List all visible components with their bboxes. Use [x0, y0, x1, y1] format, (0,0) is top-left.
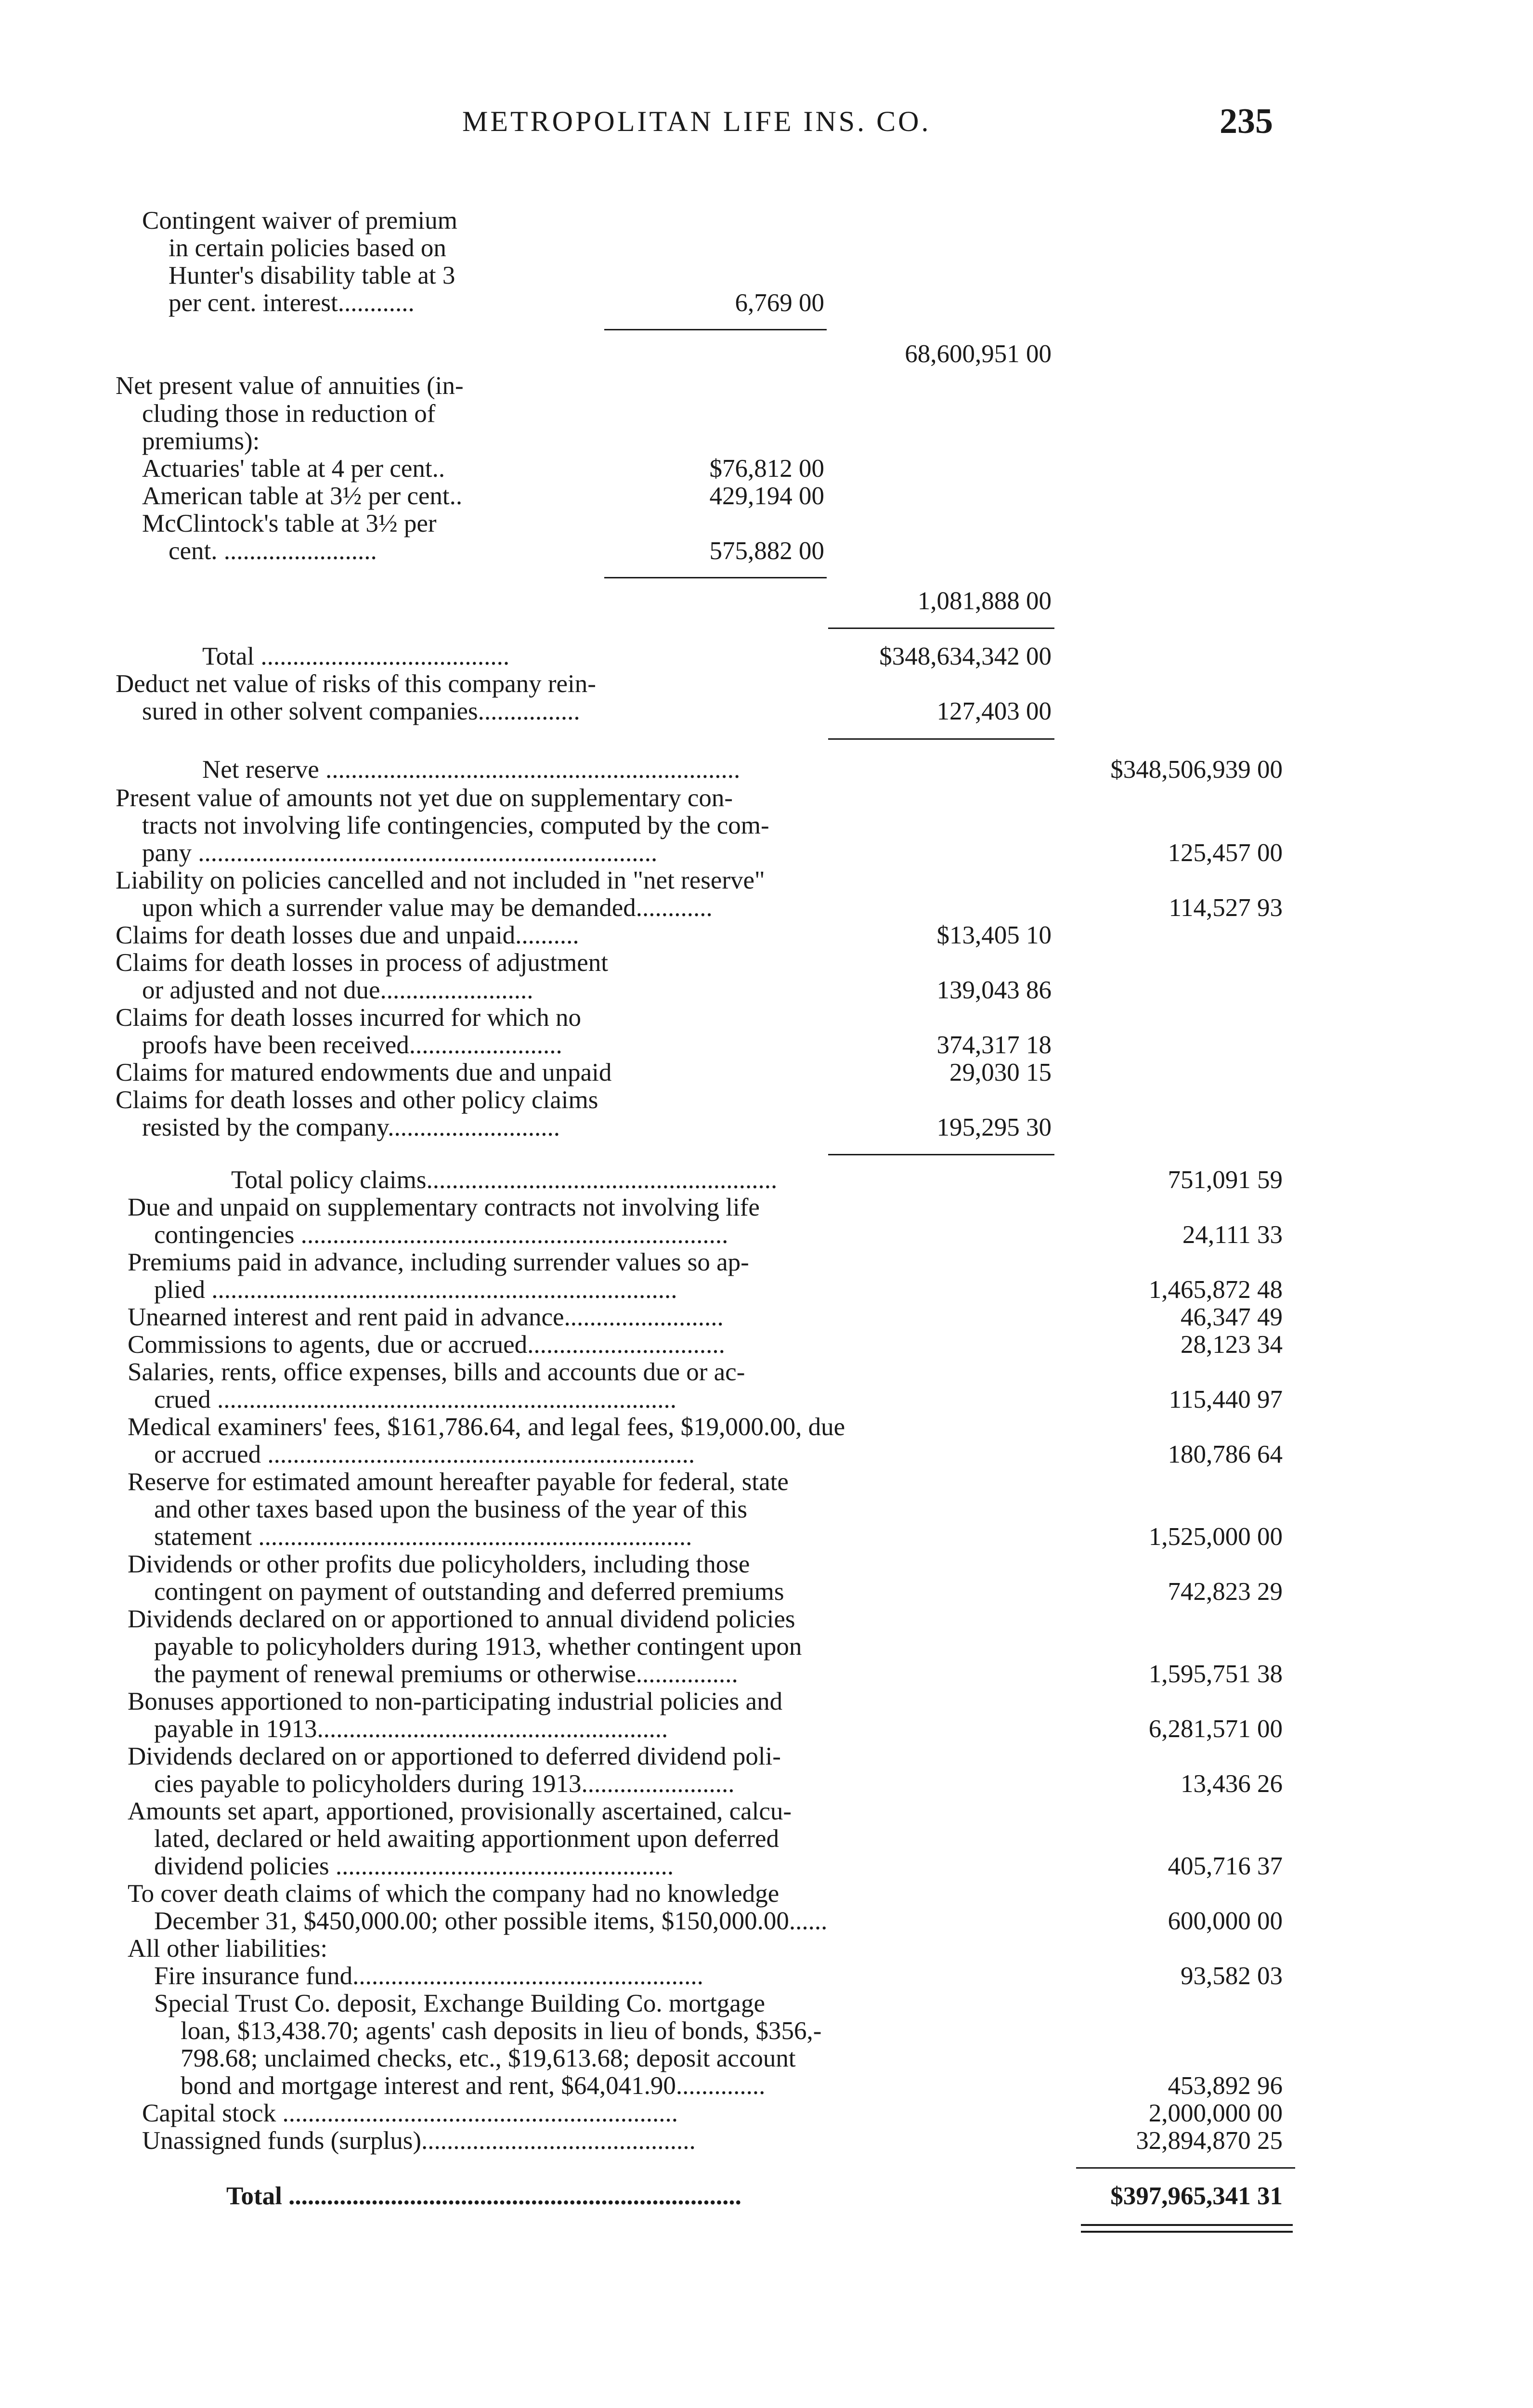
amount-cell: 13,436 26 [1181, 1770, 1283, 1798]
text-line: resisted by the company........................... [142, 1113, 560, 1141]
rule [604, 329, 827, 330]
amount-cell: 28,123 34 [1181, 1331, 1283, 1359]
text-line: Liability on policies cancelled and not included in "net reserve" [116, 866, 765, 894]
text-line: Claims for death losses incurred for which no [116, 1004, 582, 1032]
text-line: cluding those in reduction of [142, 400, 436, 428]
double-rule [1081, 2224, 1293, 2233]
text-line: cies payable to policyholders during 1913........................ [154, 1770, 735, 1798]
text-line: loan, $13,438.70; agents' cash deposits in lieu of bonds, $356,- [181, 2017, 822, 2045]
amount-cell: 374,317 18 [936, 1031, 1052, 1059]
text-line: American table at 3½ per cent.. [142, 482, 463, 510]
amount-cell: 115,440 97 [1169, 1386, 1283, 1413]
text-line: All other liabilities: [128, 1935, 328, 1963]
amount-cell: 600,000 00 [1168, 1907, 1283, 1935]
text-line: Actuaries' table at 4 per cent.. [142, 455, 445, 483]
text-line: plied ......................................................................... [154, 1276, 677, 1304]
grand-total-label: Total ....................................................................... [226, 2182, 741, 2210]
amount-cell: 1,595,751 38 [1148, 1660, 1283, 1688]
amount-cell: 6,281,571 00 [1148, 1715, 1283, 1743]
text-line: Deduct net value of risks of this company rein- [116, 670, 596, 698]
subtotal-amount: 68,600,951 00 [905, 340, 1052, 368]
text-line: Present value of amounts not yet due on supplementary con- [116, 784, 733, 812]
text-line: 798.68; unclaimed checks, etc., $19,613.68; deposit account [181, 2044, 796, 2072]
text-line: Contingent waiver of premium [142, 207, 457, 235]
text-line: crued ........................................................................ [154, 1386, 676, 1413]
subtotal-amount: 1,081,888 00 [917, 587, 1052, 615]
text-line: payable in 1913....................................................... [154, 1715, 668, 1743]
text-line: December 31, $450,000.00; other possible items, $150,000.00...... [154, 1907, 828, 1935]
text-line: Fire insurance fund....................................................... [154, 1962, 703, 1990]
total-label: Total ....................................... [202, 642, 510, 670]
text-line: Due and unpaid on supplementary contracts not involving life [128, 1193, 760, 1221]
amount-cell: $13,405 10 [936, 921, 1052, 949]
text-line: Medical examiners' fees, $161,786.64, and legal fees, $19,000.00, due [128, 1413, 845, 1441]
text-line: Net present value of annuities (in- [116, 372, 464, 400]
text-line: Dividends or other profits due policyholders, including those [128, 1550, 750, 1578]
amount-cell: 93,582 03 [1181, 1962, 1283, 1990]
text-line: Dividends declared on or apportioned to annual dividend policies [128, 1605, 795, 1633]
deduct-amount: 127,403 00 [936, 697, 1052, 725]
text-line: proofs have been received........................ [142, 1031, 562, 1059]
text-line: per cent. interest............ [169, 289, 415, 317]
text-line: Reserve for estimated amount hereafter payable for federal, state [128, 1468, 789, 1496]
amount-cell: $76,812 00 [709, 455, 824, 483]
text-line: or adjusted and not due........................ [142, 976, 533, 1004]
total-claims-label: Total policy claims....................................................... [231, 1166, 778, 1194]
text-line: upon which a surrender value may be demanded............ [142, 894, 713, 922]
amount-cell: 2,000,000 00 [1148, 2099, 1283, 2127]
amount-cell: 405,716 37 [1168, 1852, 1283, 1880]
total-amount: $348,634,342 00 [879, 642, 1052, 670]
text-line: the payment of renewal premiums or otherwise................ [154, 1660, 738, 1688]
amount-cell: 46,347 49 [1181, 1303, 1283, 1331]
amount-cell: 114,527 93 [1169, 894, 1283, 922]
text-line: and other taxes based upon the business of the year of this [154, 1495, 747, 1523]
text-line: premiums): [142, 427, 260, 455]
text-line: cent. ........................ [169, 537, 377, 565]
text-line: Unearned interest and rent paid in advance......................... [128, 1303, 724, 1331]
text-line: tracts not involving life contingencies, computed by the com- [142, 811, 769, 839]
rule [1076, 2167, 1295, 2169]
text-line: contingencies ................................................................... [154, 1221, 728, 1249]
text-line: contingent on payment of outstanding and deferred premiums [154, 1578, 784, 1606]
text-line: pany ........................................................................ [142, 839, 658, 867]
text-line: payable to policyholders during 1913, whether contingent upon [154, 1633, 802, 1661]
text-line: Special Trust Co. deposit, Exchange Building Co. mortgage [154, 1989, 765, 2017]
amount-cell: 180,786 64 [1168, 1440, 1283, 1468]
amount-cell: 429,194 00 [709, 482, 824, 510]
text-line: or accrued ................................................................... [154, 1440, 695, 1468]
amount-cell: 751,091 59 [1168, 1166, 1283, 1194]
text-line: Claims for matured endowments due and unpaid [116, 1059, 612, 1086]
rule [828, 628, 1054, 629]
text-line: Claims for death losses in process of adjustment [116, 949, 609, 977]
text-line: Premiums paid in advance, including surrender values so ap- [128, 1248, 749, 1276]
amount-cell: 125,457 00 [1168, 839, 1283, 867]
text-line: Unassigned funds (surplus)........................................... [142, 2127, 696, 2155]
rule [828, 738, 1054, 740]
amount-cell: 575,882 00 [709, 537, 824, 565]
amount-cell: 195,295 30 [936, 1113, 1052, 1141]
amount-cell: 32,894,870 25 [1136, 2127, 1283, 2155]
text-line: Dividends declared on or apportioned to deferred dividend poli- [128, 1742, 781, 1770]
amount-cell: 24,111 33 [1182, 1221, 1283, 1249]
amount-cell: 29,030 15 [949, 1059, 1052, 1086]
grand-total-amount: $397,965,341 31 [1110, 2182, 1283, 2210]
text-line: Amounts set apart, apportioned, provisionally ascertained, calcu- [128, 1797, 792, 1825]
net-reserve-label: Net reserve ................................................................. [202, 756, 741, 784]
amount-cell: 742,823 29 [1168, 1578, 1283, 1606]
amount-cell: 6,769 00 [735, 289, 824, 317]
text-line: lated, declared or held awaiting apportionment upon deferred [154, 1825, 779, 1853]
text-line: Capital stock .............................................................. [142, 2099, 678, 2127]
rule [604, 577, 827, 578]
text-line: in certain policies based on [169, 234, 446, 262]
amount-cell: 1,465,872 48 [1148, 1276, 1283, 1304]
text-line: dividend policies ..................................................... [154, 1852, 674, 1880]
text-line: Bonuses apportioned to non-participating industrial policies and [128, 1688, 783, 1715]
text-line: statement .................................................................... [154, 1523, 692, 1551]
amount-cell: 139,043 86 [936, 976, 1052, 1004]
text-line: bond and mortgage interest and rent, $64,041.90.............. [181, 2072, 766, 2100]
page-header [0, 101, 1533, 144]
running-title: METROPOLITAN LIFE INS. CO. [462, 105, 931, 137]
text-line: To cover death claims of which the company had no knowledge [128, 1880, 779, 1908]
page-number: 235 [1220, 102, 1273, 141]
text-line: Commissions to agents, due or accrued............................... [128, 1331, 725, 1359]
text-line: Salaries, rents, office expenses, bills and accounts due or ac- [128, 1358, 745, 1386]
amount-cell: 1,525,000 00 [1148, 1523, 1283, 1551]
text-line: Claims for death losses due and unpaid.......... [116, 921, 579, 949]
amount-cell: 453,892 96 [1168, 2072, 1283, 2100]
text-line: Hunter's disability table at 3 [169, 262, 455, 289]
text-line: McClintock's table at 3½ per [142, 510, 437, 537]
text-line: sured in other solvent companies................ [142, 697, 580, 725]
rule [828, 1154, 1054, 1155]
net-reserve-amount: $348,506,939 00 [1110, 756, 1283, 784]
text-line: Claims for death losses and other policy claims [116, 1086, 598, 1114]
